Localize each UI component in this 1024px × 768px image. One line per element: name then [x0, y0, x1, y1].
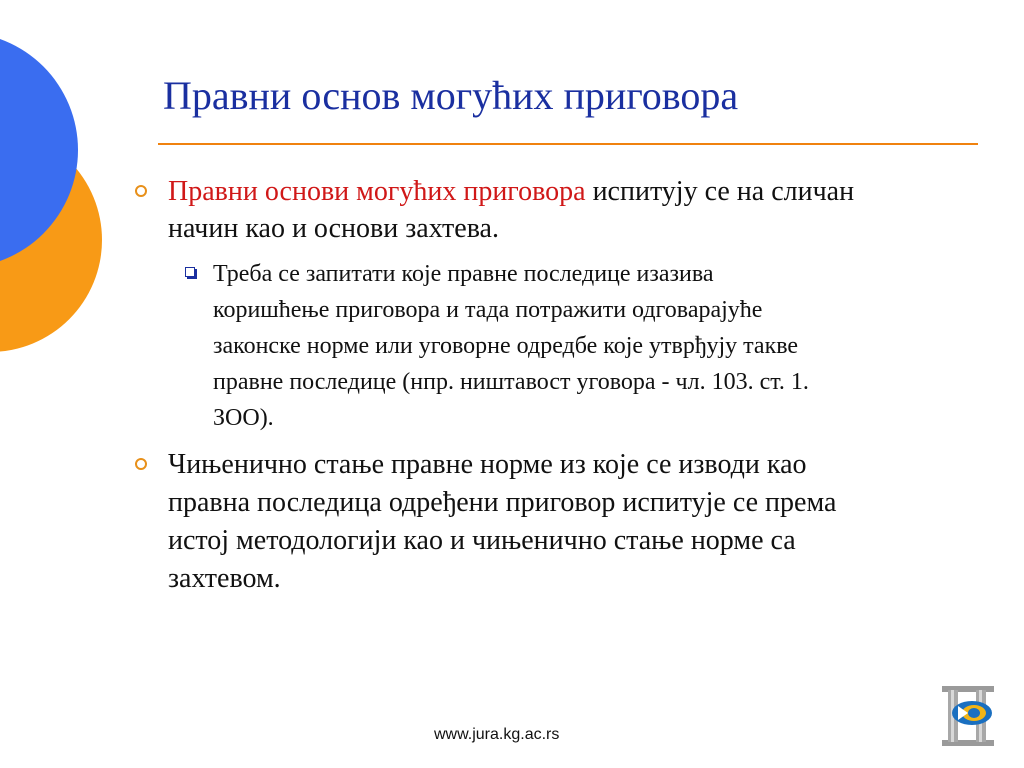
bullet-1-line-1	[168, 173, 854, 210]
footer-url: www.jura.kg.ac.rs	[434, 726, 560, 743]
sub-bullet-line-2: коришћење приговора и тада потражити одговарајуће	[213, 297, 763, 323]
sub-bullet-line-4: правне последице (нпр. ништавост уговора - чл. 103. ст. 1.	[213, 369, 809, 395]
bullet-2-line-4: захтевом.	[168, 563, 281, 594]
bullet-2-line-2: правна последица одређени приговор испитује се према	[168, 487, 837, 518]
sub-bullet-line-3: законске норме или уговорне одредбе које утврђују такве	[213, 333, 799, 359]
bullet-1-highlight: Правни основи могућих приговора	[168, 176, 586, 207]
sub-bullet-line-5: ЗОО).	[213, 405, 274, 431]
bullet-2-line-3: истој методологији као и чињенично стање норме са	[168, 525, 796, 556]
bullet-1-line-2: начин као и основи захтева.	[168, 213, 499, 244]
sub-bullet-square-icon	[185, 267, 195, 277]
faculty-logo-icon	[938, 684, 998, 748]
bullet-circle-icon	[135, 185, 147, 197]
slide-title: Правни основ могућих приговора	[163, 73, 739, 118]
bullet-circle-icon	[135, 458, 147, 470]
sub-bullet-line-1: Треба се запитати које правне последице изазива	[213, 261, 714, 287]
bullet-2-line-1: Чињенично стање правне норме из које се изводи као	[168, 449, 807, 480]
bullet-1-rest: испитују се на сличан	[585, 176, 855, 207]
